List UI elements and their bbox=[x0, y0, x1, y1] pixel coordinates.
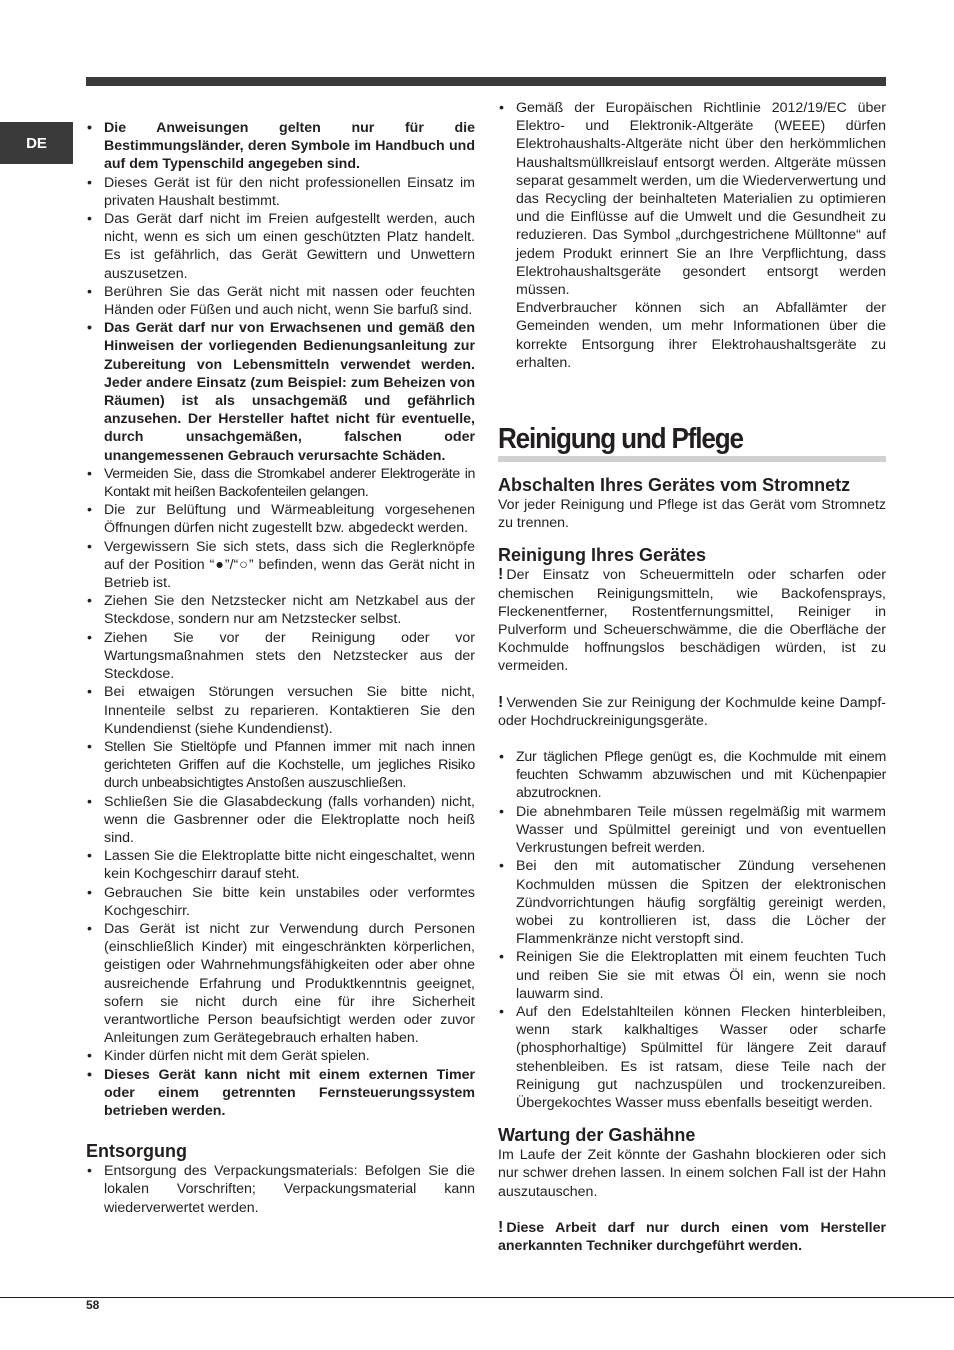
list-item: • Gebrauchen Sie bitte kein unstabiles oder verformtes Kochgeschirr. bbox=[86, 884, 475, 920]
page-title: Reinigung und Pflege bbox=[498, 423, 743, 456]
list-item: • Berühren Sie das Gerät nicht mit nassen oder feuchten Händen oder Füßen und auch nicht, wenn Sie barfuß sind. bbox=[86, 283, 475, 319]
weee-continuation: Endverbraucher können sich an Abfallämter der Gemeinden wenden, um mehr Informationen über die korrekte Entsorgung ihrer Elektrohaushaltsgeräte zu erhalten. bbox=[516, 300, 886, 371]
list-item: • Bei etwaigen Störungen versuchen Sie bitte nicht, Innenteile selbst zu reparieren. Kontaktieren Sie den Kundendienst (siehe Kundendienst). bbox=[86, 683, 475, 738]
footer-rule bbox=[0, 1297, 954, 1298]
warning-text: Diese Arbeit darf nur durch einen vom Hersteller anerkannten Techniker durchgeführt werden. bbox=[498, 1219, 886, 1254]
warning-paragraph bbox=[498, 694, 886, 730]
list-item: • Bei den mit automatischer Zündung versehenen Kochmulden müssen die Spitzen der elektronischen Zündvorrichtungen häufig sorgfältig gereinigt werden, wobei zu kontrollieren ist, dass die Löcher der Flammenkränze nicht verstopft sind. bbox=[498, 857, 886, 948]
page-number: 58 bbox=[86, 1298, 100, 1312]
list-item: • Auf den Edelstahlteilen können Flecken hinterbleiben, wenn stark kalkhaltiges Wasser oder scharfe (phosphorhaltige) Spülmittel für längere Zeit darauf stehenbleiben. Es ist ratsam, diese Teile nach der Reinigung gut nachzuspülen und trockenzureiben. Übergekochtes Wasser muss ebenfalls beseitigt werden. bbox=[498, 1003, 886, 1112]
warning-paragraph bbox=[498, 1219, 886, 1255]
section-gas-taps bbox=[498, 1124, 886, 1255]
cleaning-list bbox=[498, 748, 886, 1112]
list-item bbox=[86, 119, 475, 174]
list-item: • Vergewissern Sie sich stets, dass sich die Reglerknöpfe auf der Position “●”/“○” befinden, wenn das Gerät nicht in Betrieb ist. bbox=[86, 538, 475, 593]
warning-text: Verwenden Sie zur Reinigung der Kochmulde keine Dampf- oder Hochdruckreinigungsgeräte. bbox=[498, 694, 886, 729]
header-bar bbox=[86, 77, 886, 86]
list-item-text: Die Anweisungen gelten nur für die Bestimmungsländer, deren Symbole im Handbuch und auf dem Typenschild angegeben sind. bbox=[104, 120, 475, 173]
warning-text: Der Einsatz von Scheuermitteln oder scharfen oder chemischen Reinigungsmitteln, wie Backofensprays, Fleckenentferner, Rostentfernungsmittel, Reiniger in Pulverform und Scheuerschwämme, die die Oberfläche der Kochmulde hoffnungslos beschädigen würden, ist zu vermeiden. bbox=[498, 567, 886, 675]
list-item: • Schließen Sie die Glasabdeckung (falls vorhanden) nicht, wenn die Gasbrenner oder die Elektroplatte noch heiß sind. bbox=[86, 793, 475, 848]
list-item: • Stellen Sie Stieltöpfe und Pfannen immer mit nach innen gerichteten Griffen auf die Kochstelle, um jegliches Risiko durch unbeabsichtigtes Anstoßen auszuschließen. bbox=[86, 738, 475, 793]
section-heading: Wartung der Gashähne bbox=[498, 1125, 696, 1146]
main-title-block bbox=[498, 422, 886, 462]
warning-icon: ! bbox=[498, 566, 504, 584]
section-text: Vor jeder Reinigung und Pflege ist das Gerät vom Stromnetz zu trennen. bbox=[498, 497, 886, 532]
weee-list bbox=[498, 99, 886, 299]
warning-paragraph bbox=[498, 566, 886, 675]
warning-icon: ! bbox=[498, 693, 504, 711]
section-disconnect bbox=[498, 474, 886, 532]
list-item: • Gemäß der Europäischen Richtlinie 2012/19/EC über Elektro- und Elektronik-Altgeräte (WEEE) dürfen Elektrohaushalts-Altgeräte nicht über den herkömmlichen Haushaltsmüllkreislauf entsorgt werden. Altgeräte müssen separat gesammelt werden, um die Wiederverwertung und das Recycling der beinhalteten Materialien zu optimieren und die Einflüsse auf die Umwelt und die Gesundheit zu reduzieren. Das Symbol „durchgestrichene Mülltonne“ auf jedem Produkt erinnert Sie an Ihre Verpflichtung, dass Elektrohaushaltsgeräte gesondert entsorgt werden müssen. bbox=[498, 99, 886, 299]
left-column bbox=[86, 119, 475, 1217]
language-tab: DE bbox=[0, 122, 73, 164]
list-item: • Lassen Sie die Elektroplatte bitte nicht eingeschaltet, wenn kein Kochgeschirr darauf steht. bbox=[86, 847, 475, 883]
list-item: • Das Gerät darf nur von Erwachsenen und gemäß den Hinweisen der vorliegenden Bedienungsanleitung zur Zubereitung von Lebensmitteln verwendet werden. Jeder andere Einsatz (zum Beispiel: zum Beheizen von Räumen) ist als unsachgemäß und gefährlich anzusehen. Der Hersteller haftet nicht für eventuelle, durch unsachgemäßen, falschen oder unangemessenen Gebrauch verursachte Schäden. bbox=[86, 319, 475, 465]
entsorgung-heading: Entsorgung bbox=[86, 1141, 187, 1162]
list-item: • Reinigen Sie die Elektroplatten mit einem feuchten Tuch und reiben Sie sie mit etwas Öl ein, wenn sie noch lauwarm sind. bbox=[498, 948, 886, 1003]
list-item: • Die abnehmbaren Teile müssen regelmäßig mit warmem Wasser und Spülmittel gereinigt und von eventuellen Verkrustungen befreit werden. bbox=[498, 803, 886, 858]
list-item: • Dieses Gerät kann nicht mit einem externen Timer oder einem getrennten Fernsteuerungssystem betrieben werden. bbox=[86, 1066, 475, 1121]
warning-icon: ! bbox=[498, 1218, 504, 1236]
list-item: • Das Gerät darf nicht im Freien aufgestellt werden, auch nicht, wenn es sich um einen geschützten Platz handelt. Es ist gefährlich, das Gerät Gewittern und Unwettern auszusetzen. bbox=[86, 210, 475, 283]
section-cleaning bbox=[498, 544, 886, 1112]
list-item: • Entsorgung des Verpackungsmaterials: Befolgen Sie die lokalen Vorschriften; Verpackungsmaterial kann wiederverwertet werden. bbox=[86, 1162, 475, 1217]
section-heading: Abschalten Ihres Gerätes vom Stromnetz bbox=[498, 475, 851, 496]
section-heading: Reinigung Ihres Gerätes bbox=[498, 545, 707, 566]
right-column bbox=[498, 99, 886, 1255]
list-item: • Dieses Gerät ist für den nicht professionellen Einsatz im privaten Haushalt bestimmt. bbox=[86, 174, 475, 210]
safety-list bbox=[86, 119, 475, 1120]
list-item: • Zur täglichen Pflege genügt es, die Kochmulde mit einem feuchten Schwamm abzuwischen und mit Küchenpapier abzutrocknen. bbox=[498, 748, 886, 803]
list-item: • Kinder dürfen nicht mit dem Gerät spielen. bbox=[86, 1047, 475, 1065]
list-item: • Das Gerät ist nicht zur Verwendung durch Personen (einschließlich Kinder) mit eingeschränkten körperlichen, geistigen oder Wahrnehmungsfähigkeiten oder aber ohne ausreichende Erfahrung und Produktkenntnis geeignet, sofern sie nicht durch eine für ihre Sicherheit verantwortliche Person beaufsichtigt werden oder zuvor Anleitungen zum Gerätegebrauch erhalten haben. bbox=[86, 920, 475, 1047]
section-text: Im Laufe der Zeit könnte der Gashahn blockieren oder sich nur schwer drehen lassen. In einem solchen Fall ist der Hahn auszutauschen. bbox=[498, 1147, 886, 1200]
list-item: • Vermeiden Sie, dass die Stromkabel anderer Elektrogeräte in Kontakt mit heißen Backofenteilen gelangen. bbox=[86, 465, 475, 501]
entsorgung-list bbox=[86, 1162, 475, 1217]
list-item: • Ziehen Sie vor der Reinigung oder vor Wartungsmaßnahmen stets den Netzstecker aus der Steckdose. bbox=[86, 629, 475, 684]
list-item: • Ziehen Sie den Netzstecker nicht am Netzkabel aus der Steckdose, sondern nur am Netzstecker selbst. bbox=[86, 592, 475, 628]
list-item: • Die zur Belüftung und Wärmeableitung vorgesehenen Öffnungen dürfen nicht zugestellt bzw. abgedeckt werden. bbox=[86, 501, 475, 537]
